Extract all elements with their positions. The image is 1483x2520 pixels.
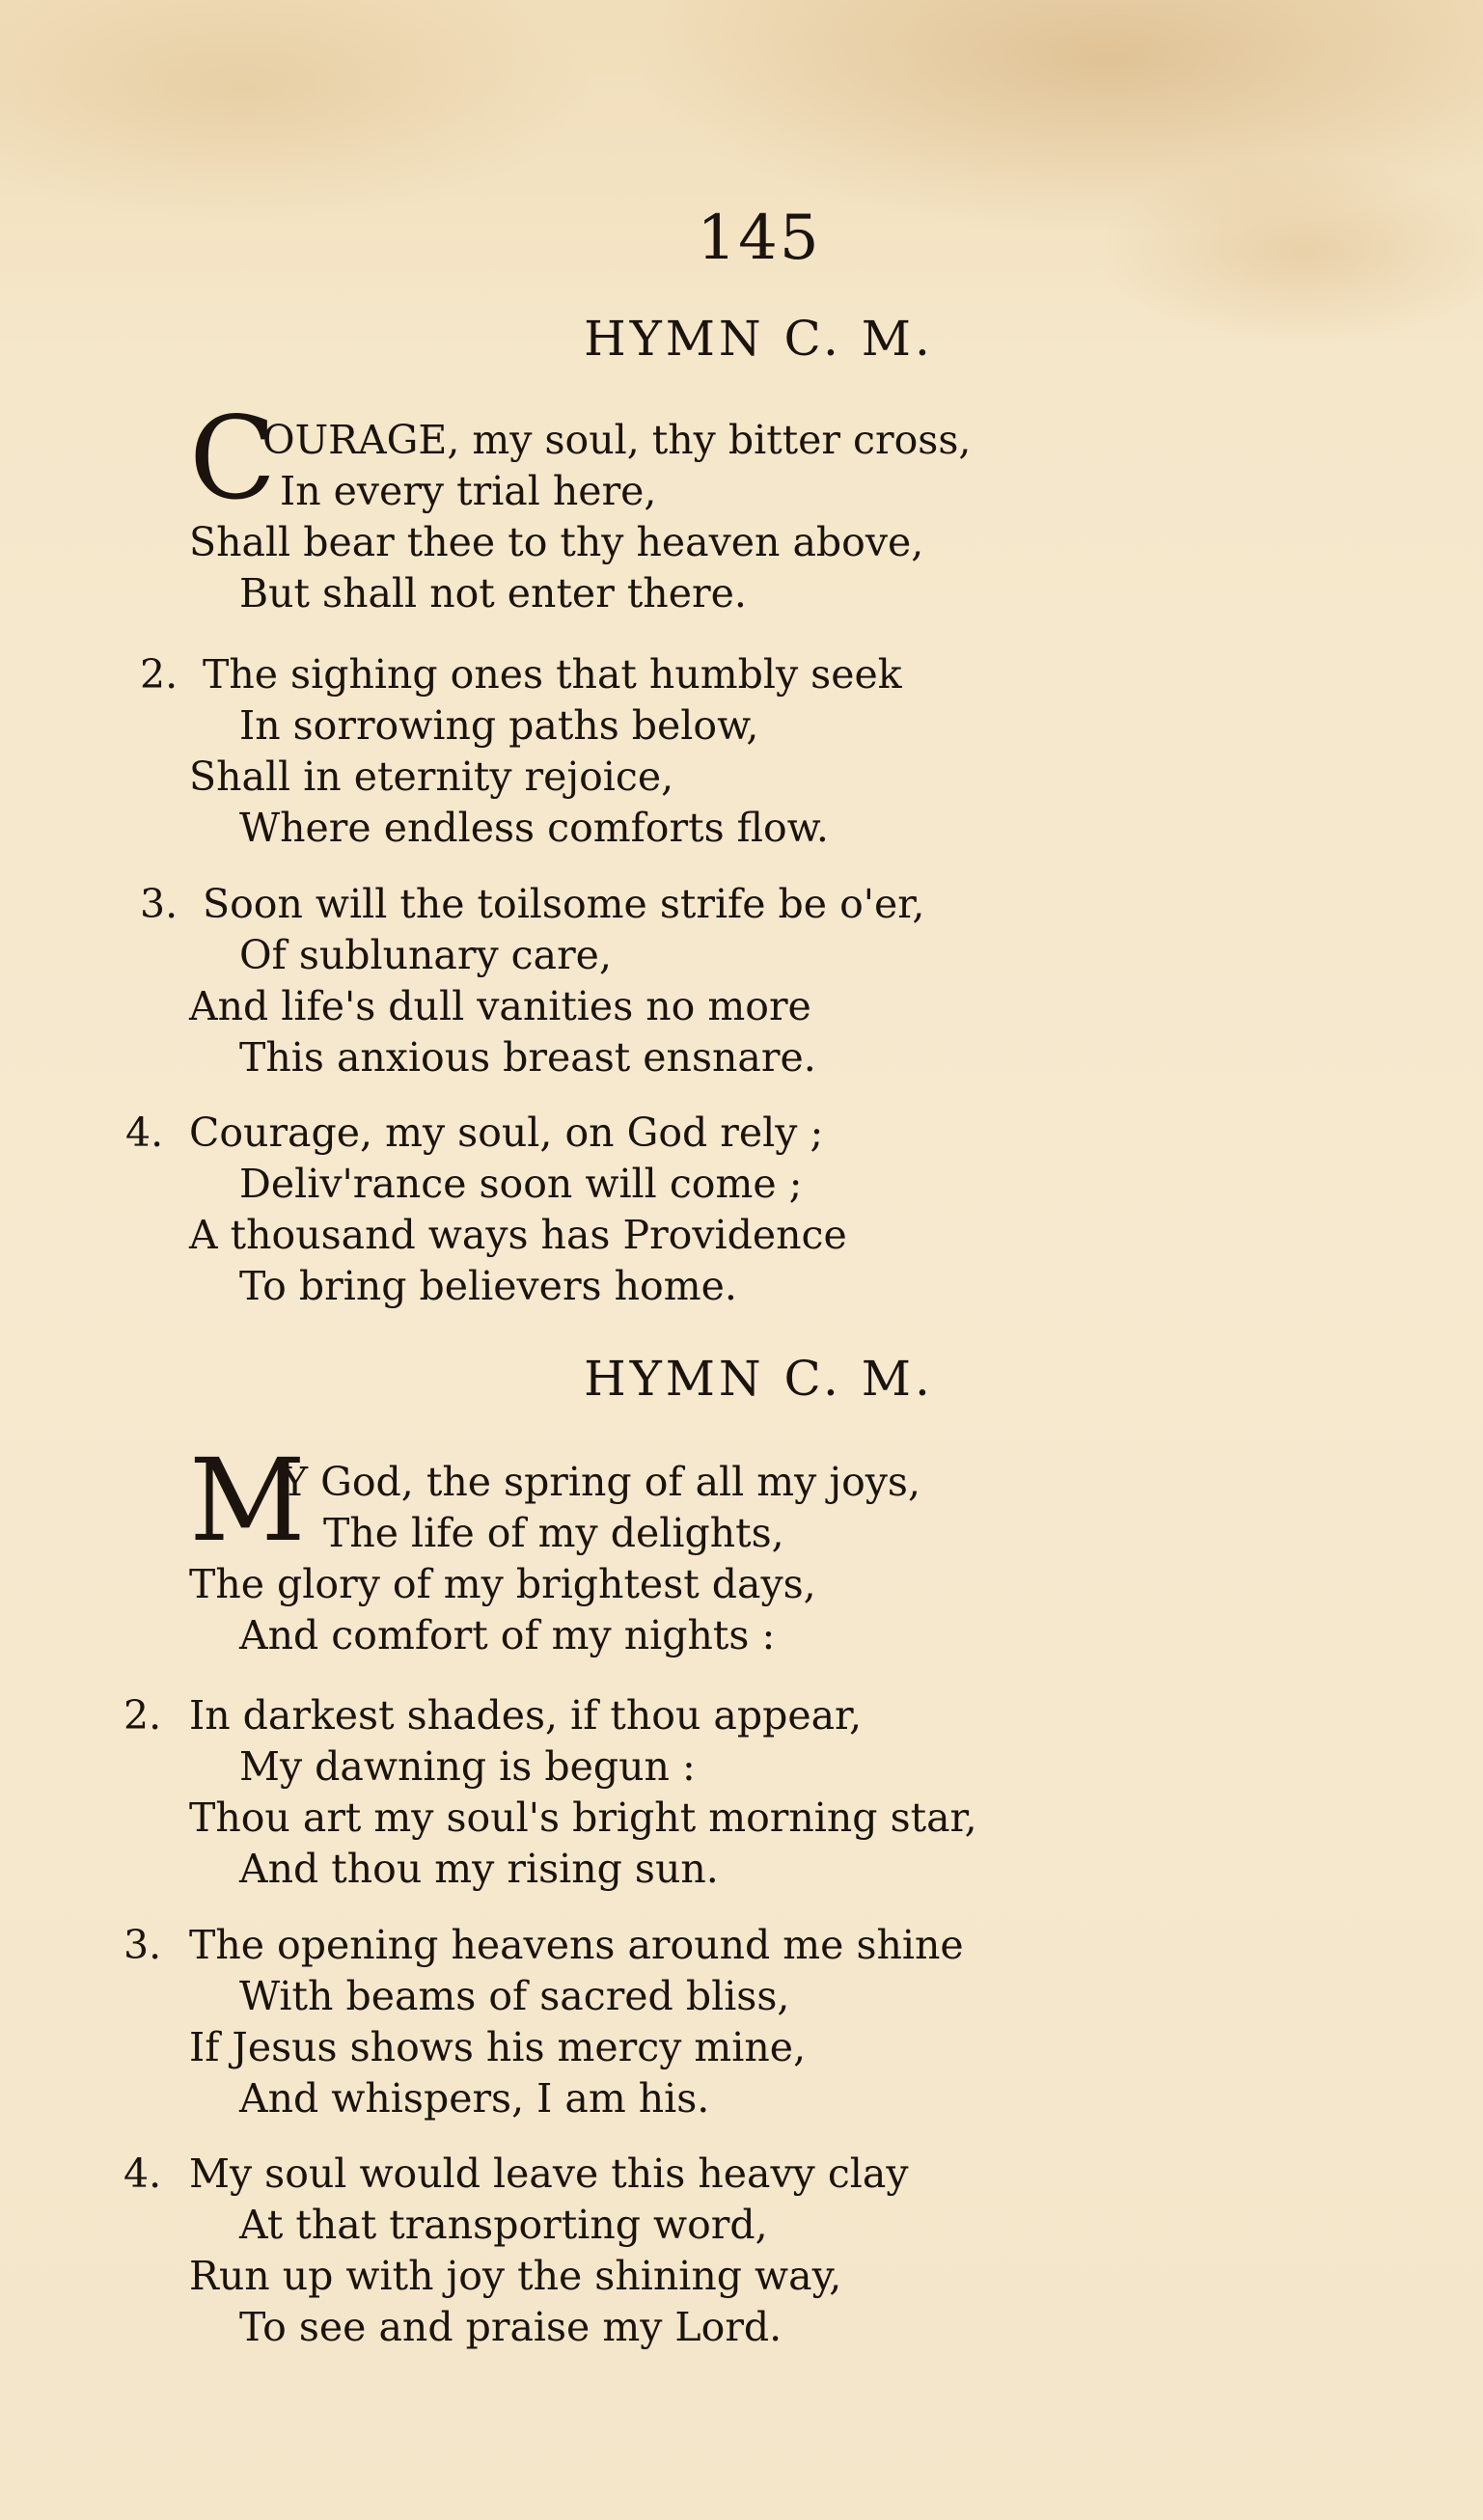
verse-line: And thou my rising sun. xyxy=(239,1846,719,1892)
verse-line: My soul would leave this heavy clay xyxy=(189,2150,909,2197)
verse-line: OURAGE, my soul, thy bitter cross, xyxy=(262,417,972,463)
stanza-number: 2. xyxy=(124,1692,162,1739)
verse-line: Of sublunary care, xyxy=(239,932,612,978)
stanza-number: 4. xyxy=(125,1109,164,1156)
verse-line: A thousand ways has Providence xyxy=(189,1212,847,1258)
drop-cap: M xyxy=(189,1434,306,1567)
verse-line: Shall in eternity rejoice, xyxy=(189,753,674,800)
verse-line: And whispers, I am his. xyxy=(239,2075,710,2122)
verse-line: Shall bear thee to thy heaven above, xyxy=(189,519,924,565)
verse-line: But shall not enter there. xyxy=(239,570,747,616)
verse-line: Thou art my soul's bright morning star, xyxy=(189,1794,977,1841)
hymn-title: HYMN C. M. xyxy=(584,1351,934,1407)
verse-line: Deliv'rance soon will come ; xyxy=(239,1161,803,1207)
stanza-number: 3. xyxy=(124,1922,162,1968)
verse-line: If Jesus shows his mercy mine, xyxy=(189,2024,807,2070)
verse-line: The sighing ones that humbly seek xyxy=(203,651,902,698)
drop-cap: C xyxy=(189,392,277,525)
verse-line: Y God, the spring of all my joys, xyxy=(282,1459,921,1505)
verse-line: At that transporting word, xyxy=(239,2202,768,2248)
verse-line: Where endless comforts flow. xyxy=(239,805,829,851)
stanza-number: 4. xyxy=(124,2150,162,2197)
verse-line: The glory of my brightest days, xyxy=(189,1561,816,1607)
verse-line: Courage, my soul, on God rely ; xyxy=(189,1109,824,1156)
stanza-number: 2. xyxy=(140,651,179,698)
verse-line: To see and praise my Lord. xyxy=(239,2304,783,2350)
verse-line: In sorrowing paths below, xyxy=(239,702,759,749)
page-number: 145 xyxy=(697,203,821,274)
verse-line: Run up with joy the shining way, xyxy=(189,2253,842,2299)
verse-line: With beams of sacred bliss, xyxy=(239,1973,790,2019)
verse-line: Soon will the toilsome strife be o'er, xyxy=(203,881,925,927)
verse-line: This anxious breast ensnare. xyxy=(239,1034,816,1081)
verse-line: In darkest shades, if thou appear, xyxy=(189,1692,863,1739)
verse-line: The life of my delights, xyxy=(323,1510,784,1556)
verse-line: My dawning is begun : xyxy=(239,1743,696,1790)
verse-line: The opening heavens around me shine xyxy=(189,1922,964,1968)
verse-line: To bring believers home. xyxy=(239,1263,737,1309)
hymn-title: HYMN C. M. xyxy=(584,311,934,367)
verse-line: In every trial here, xyxy=(280,468,657,514)
verse-line: And comfort of my nights : xyxy=(239,1612,776,1658)
stanza-number: 3. xyxy=(140,881,179,927)
verse-line: And life's dull vanities no more xyxy=(189,983,811,1029)
